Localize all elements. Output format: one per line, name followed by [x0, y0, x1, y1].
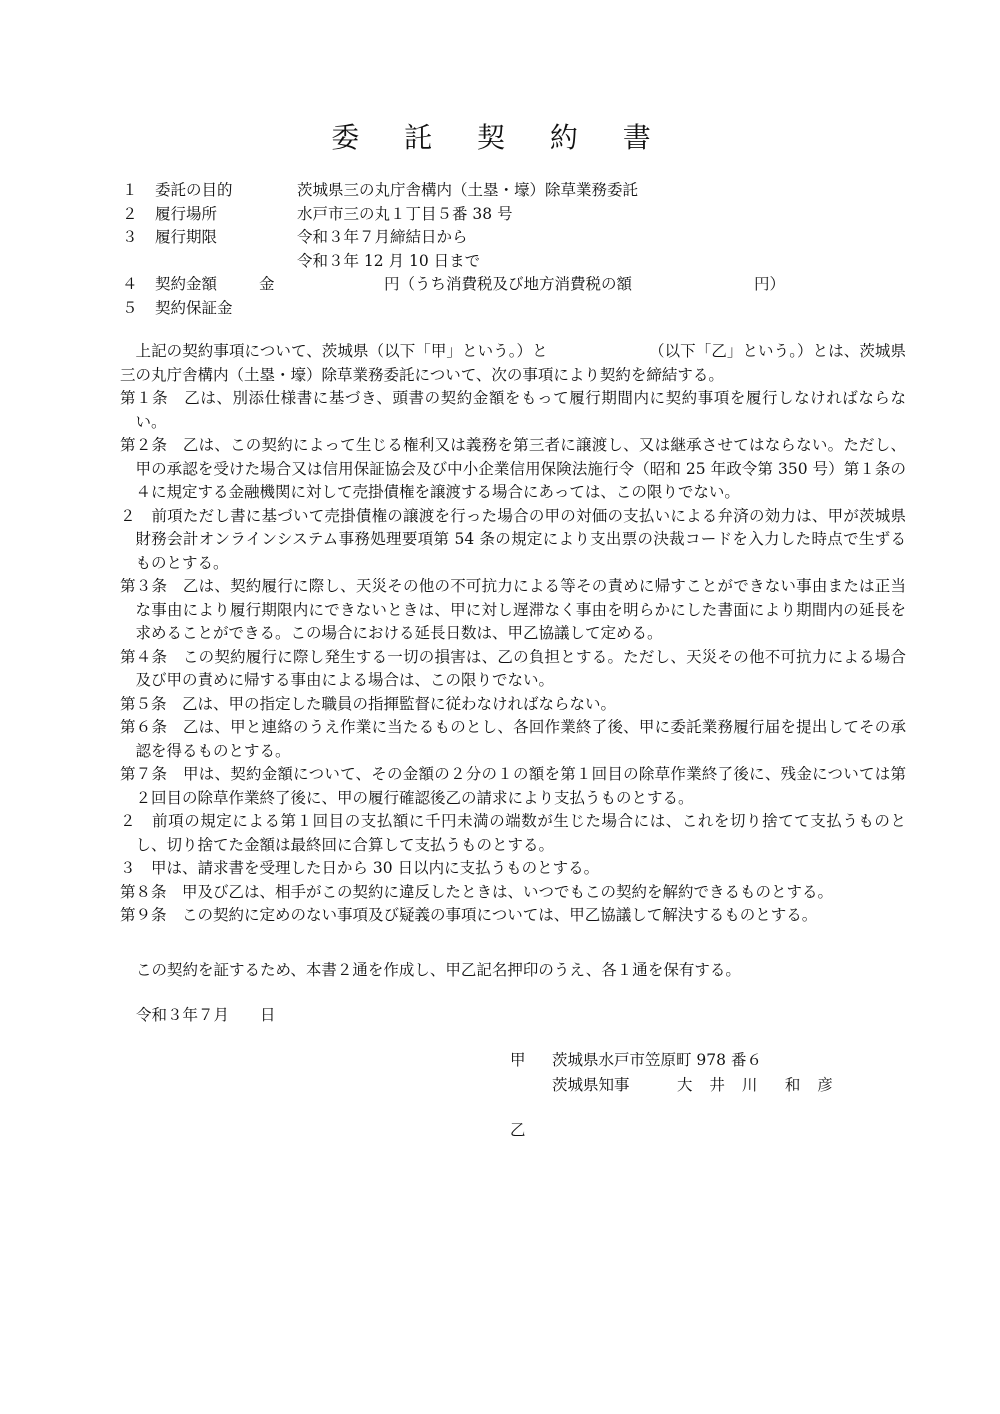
closing-statement: この契約を証するため、本書２通を作成し、甲乙記名押印のうえ、各１通を保有する。 — [136, 961, 741, 979]
item-number: １ — [122, 181, 138, 199]
article-6: 第６条 乙は、甲と連絡のうえ作業に当たるものとし、各回作業終了後、甲に委託業務履行届を提出してその承認を得るものとする。 — [120, 718, 906, 760]
item-value: 令和３年７月締結日から — [297, 228, 468, 246]
article-7-clause-3: ３ 甲は、請求書を受理した日から 30 日以内に支払うものとする。 — [120, 859, 600, 877]
item-number: ３ — [122, 228, 138, 246]
item-number: ２ — [122, 204, 138, 223]
item-value: 水戸市三の丸１丁目５番 38 号 — [297, 204, 513, 223]
party-kou-name: 大 井 川 和 彦 — [677, 1076, 839, 1094]
contract-body — [120, 340, 906, 928]
intro-paragraph: 上記の契約事項について、茨城県（以下「甲」という。）と （以下「乙」という。）とは、茨城県三の丸庁舎構内（土塁・壕）除草業務委託について、次の事項により契約を締結する。 — [120, 342, 906, 384]
item-amount-text: 円（うち消費税及び地方消費税の額 — [384, 275, 633, 293]
article-3: 第３条 乙は、契約履行に際し、天災その他の不可抗力による等その責めに帰すことができない事由または正当な事由により履行期限内にできないときは、甲に対し遅滞なく事由を明らかにした書面により期間内の延長を求めることができる。この場合における延長日数は、甲乙協議して定める。 — [120, 577, 906, 642]
article-7: 第７条 甲は、契約金額について、その金額の２分の１の額を第１回目の除草作業終了後に、残金については第２回目の除草作業終了後に、甲の履行確認後乙の請求により支払うものとする。 — [120, 765, 906, 807]
item-label: 履行場所 — [155, 204, 218, 223]
item-label: 契約金額 — [155, 275, 218, 293]
party-kou-address: 茨城県水戸市笠原町 978 番６ — [552, 1051, 762, 1069]
article-2: 第２条 乙は、この契約によって生じる権利又は義務を第三者に譲渡し、又は継承させてはならない。ただし、甲の承認を受けた場合又は信用保証協会及び中小企業信用保険法施行令（昭和 25 年政令第 350 号）第１条の４に規定する金融機関に対して売掛債権を譲渡する場合にあっては、この限りでない。 — [120, 436, 906, 501]
item-amount-end: 円） — [754, 275, 786, 293]
item-label: 履行期限 — [155, 228, 218, 246]
item-number: ４ — [122, 275, 138, 293]
contract-date: 令和３年７月 日 — [136, 1006, 276, 1024]
article-2-clause-2: ２ 前項ただし書に基づいて売掛債権の譲渡を行った場合の甲の対価の支払いによる弁済の効力は、甲が茨城県財務会計オンラインシステム事務処理要項第 54 条の規定により支出票の決裁コードを入力した時点で生ずるものとする。 — [120, 506, 906, 572]
article-4: 第４条 この契約履行に際し発生する一切の損害は、乙の負担とする。ただし、天災その他不可抗力による場合及び甲の責めに帰する事由による場合は、この限りでない。 — [120, 647, 906, 689]
article-8: 第８条 甲及び乙は、相手がこの契約に違反したときは、いつでもこの契約を解約できるものとする。 — [120, 882, 834, 901]
item-number: ５ — [122, 298, 138, 317]
party-kou-title: 茨城県知事 — [552, 1076, 630, 1094]
article-9: 第９条 この契約に定めのない事項及び疑義の事項については、甲乙協議して解決するものとする。 — [120, 906, 818, 924]
item-value: 令和３年 12 月 10 日まで — [297, 251, 481, 270]
item-label: 委託の目的 — [155, 181, 233, 199]
item-amount-prefix: 金 — [259, 275, 275, 293]
article-1: 第１条 乙は、別添仕様書に基づき、頭書の契約金額をもって履行期間内に契約事項を履行しなければならない。 — [120, 389, 906, 431]
party-kou-mark: 甲 — [510, 1051, 526, 1069]
item-value: 茨城県三の丸庁舎構内（土塁・壕）除草業務委託 — [297, 181, 639, 199]
party-otsu-mark: 乙 — [510, 1121, 526, 1139]
item-label: 契約保証金 — [155, 298, 233, 317]
document-title: 委 託 契 約 書 — [331, 121, 669, 154]
article-5: 第５条 乙は、甲の指定した職員の指揮監督に従わなければならない。 — [120, 694, 617, 713]
article-7-clause-2: ２ 前項の規定による第１回目の支払額に千円未満の端数が生じた場合には、これを切り捨てて支払うものとし、切り捨てた金額は最終回に合算して支払うものとする。 — [120, 812, 906, 854]
